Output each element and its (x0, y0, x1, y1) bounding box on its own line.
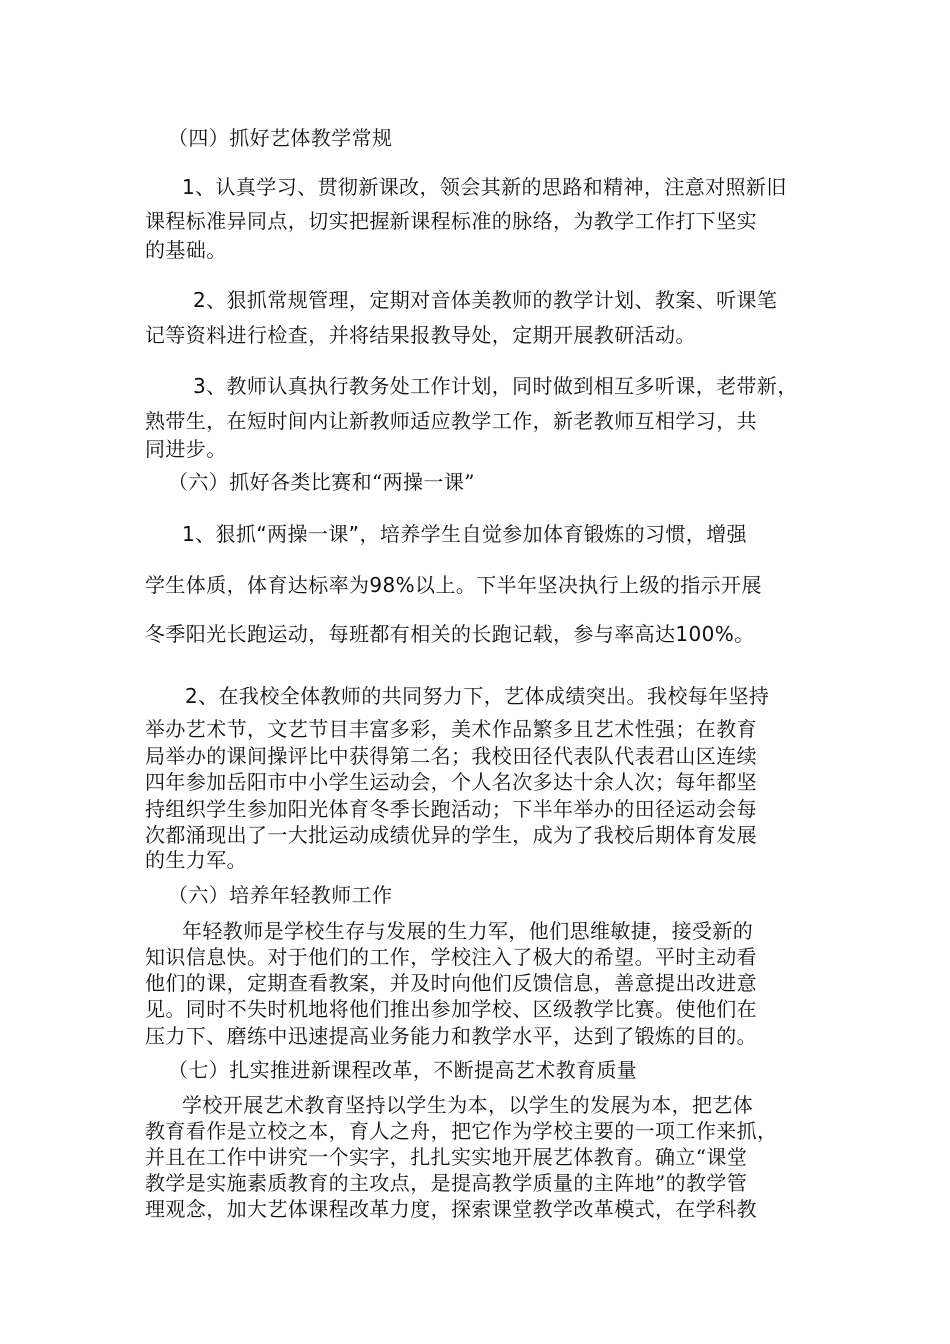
paragraph-line: 教学是实施素质教育的主攻点，是提高教学质量的主阵地”的教学管 (145, 1171, 748, 1195)
paragraph-line: 课程标准异同点，切实把握新课程标准的脉络，为教学工作打下坚实 (145, 209, 757, 233)
paragraph-line: 次都涌现出了一大批运动成绩优异的学生，成为了我校后期体育发展 (145, 823, 757, 847)
paragraph-line: 的生力军。 (145, 848, 247, 872)
section-heading-6b: （六）培养年轻教师工作 (168, 883, 393, 907)
paragraph-line: 他们的课，定期查看教案，并及时向他们反馈信息，善意提出改进意 (145, 971, 757, 995)
paragraph-line: 2、狠抓常规管理，定期对音体美教师的教学计划、教案、听课笔 (193, 288, 778, 312)
section-heading-6: （六）抓好各类比赛和“两操一课” (168, 470, 475, 494)
paragraph-line: 知识信息快。对于他们的工作，学校注入了极大的希望。平时主动看 (145, 945, 757, 969)
paragraph-line: 冬季阳光长跑运动，每班都有相关的长跑记载，参与率高达100%。 (145, 622, 755, 646)
paragraph-line: 并且在工作中讲究一个实字，扎扎实实地开展艺体教育。确立“课堂 (145, 1145, 748, 1169)
paragraph-line: 持组织学生参加阳光体育冬季长跑活动；下半年举办的田径运动会每 (145, 797, 757, 821)
paragraph-line: 学校开展艺术教育坚持以学生为本，以学生的发展为本，把艺体 (182, 1093, 754, 1117)
paragraph-line: 理观念，加大艺体课程改革力度，探索课堂教学改革模式，在学科教 (145, 1197, 757, 1221)
paragraph-line: 压力下、磨练中迅速提高业务能力和教学水平，达到了锻炼的目的。 (145, 1024, 757, 1048)
paragraph-line: 记等资料进行检查，并将结果报教导处，定期开展教研活动。 (145, 323, 696, 347)
paragraph-line: 1、认真学习、贯彻新课改，领会其新的思路和精神，注意对照新旧 (182, 175, 787, 199)
paragraph-line: 同进步。 (145, 437, 227, 461)
paragraph-line: 1、狠抓“两操一课”，培养学生自觉参加体育锻炼的习惯，增强 (182, 522, 748, 546)
paragraph-line: 2、在我校全体教师的共同努力下，艺体成绩突出。我校每年坚持 (185, 684, 770, 708)
paragraph-line: 教育看作是立校之本，育人之舟，把它作为学校主要的一项工作来抓， (145, 1119, 778, 1143)
paragraph-line: 年轻教师是学校生存与发展的生力军，他们思维敏捷，接受新的 (182, 919, 754, 943)
paragraph-line: 熟带生，在短时间内让新教师适应教学工作，新老教师互相学习，共 (145, 409, 757, 433)
paragraph-line: 举办艺术节，文艺节目丰富多彩，美术作品繁多且艺术性强；在教育 (145, 717, 757, 741)
paragraph-line: 四年参加岳阳市中小学生运动会，个人名次多达十余人次；每年都坚 (145, 770, 757, 794)
section-heading-7: （七）扎实推进新课程改革，不断提高艺术教育质量 (168, 1058, 638, 1082)
paragraph-line: 局举办的课间操评比中获得第二名；我校田径代表队代表君山区连续 (145, 744, 757, 768)
paragraph-line: 3、教师认真执行教务处工作计划，同时做到相互多听课，老带新， (193, 374, 798, 398)
paragraph-line: 见。同时不失时机地将他们推出参加学校、区级教学比赛。使他们在 (145, 997, 757, 1021)
section-heading-4: （四）抓好艺体教学常规 (168, 126, 393, 150)
paragraph-line: 学生体质，体育达标率为98%以上。下半年坚决执行上级的指示开展 (145, 573, 762, 597)
paragraph-line: 的基础。 (145, 238, 227, 262)
